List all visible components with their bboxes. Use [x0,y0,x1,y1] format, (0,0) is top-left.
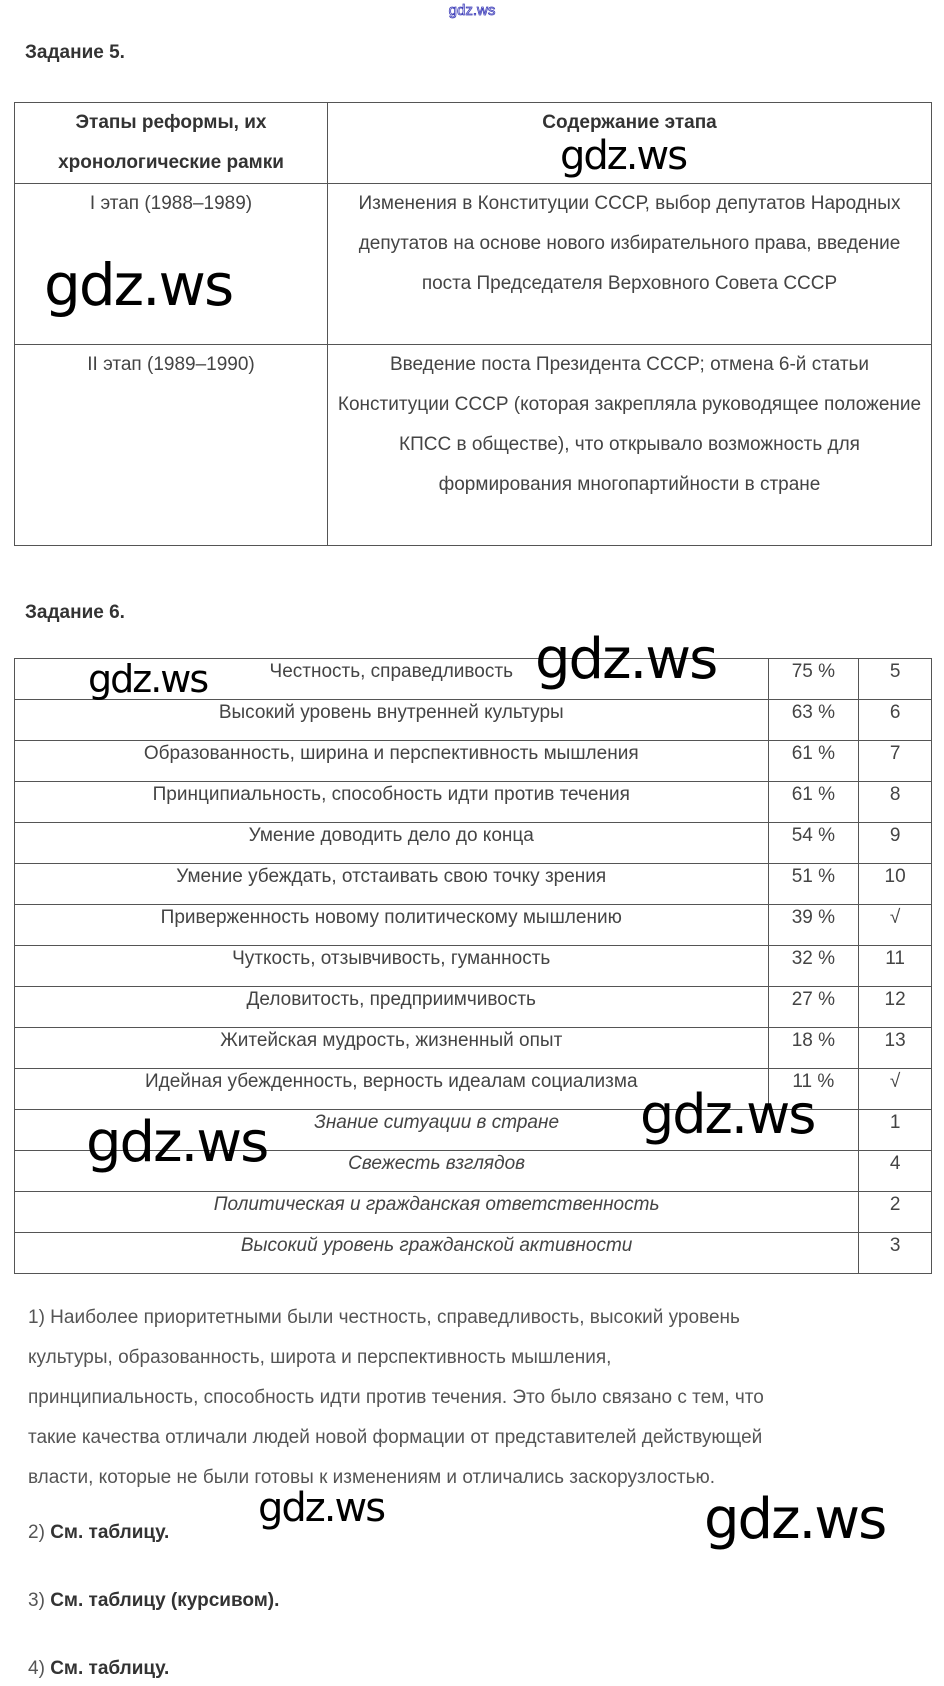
answer-number: 3) [28,1590,45,1611]
watermark: gdz.ws [704,1487,886,1552]
rank-cell: 6 [859,700,932,741]
task6-heading: Задание 6. [25,602,125,623]
rank-cell: 7 [859,741,932,782]
quality-cell: Высокий уровень внутренней культуры [15,700,769,741]
quality-cell: Умение убеждать, отстаивать свою точку зрения [15,864,769,905]
percent-cell: 54 % [768,823,859,864]
watermark: gdz.ws [560,133,687,179]
percent-cell: 27 % [768,987,859,1028]
answer-3 [28,1590,279,1612]
paragraph-line: такие качества отличали людей новой формации от представителей действующей [28,1427,763,1448]
watermark: gdz.ws [258,1485,385,1531]
percent-cell: 39 % [768,905,859,946]
percent-cell: 63 % [768,700,859,741]
quality-cell: Политическая и гражданская ответственность [15,1192,859,1233]
percent-cell: 11 % [768,1069,859,1110]
content-cell: Изменения в Конституции СССР, выбор депутатов Народных депутатов на основе нового избирательного права, введение поста Председателя Верховного Совета СССР [328,184,932,345]
table-row [15,905,932,946]
percent-cell: 61 % [768,741,859,782]
table-row-italic [15,1192,932,1233]
quality-cell: Умение доводить дело до конца [15,823,769,864]
answer-text: См. таблицу. [50,1658,170,1679]
rank-cell: 4 [859,1151,932,1192]
watermark: gdz.ws [88,657,208,701]
rank-cell: 8 [859,782,932,823]
table-row [15,864,932,905]
quality-cell: Приверженность новому политическому мышлению [15,905,769,946]
header-stages: Этапы реформы, их хронологические рамки [15,103,328,184]
paragraph-line: власти, которые не были готовы к изменениям и отличались заскорузлостью. [28,1467,716,1488]
table-row [15,946,932,987]
quality-cell: Чуткость, отзывчивость, гуманность [15,946,769,987]
rank-cell: 9 [859,823,932,864]
percent-cell: 61 % [768,782,859,823]
watermark: gdz.ws [535,627,717,692]
paragraph-line: принципиальность, способность идти против течения. Это было связано с тем, что [28,1387,764,1408]
rank-cell: 3 [859,1233,932,1274]
rank-cell: √ [859,905,932,946]
quality-cell: Честность, справедливость [15,659,769,700]
header-content: Содержание этапа [328,103,932,184]
answer-number: 4) [28,1658,45,1679]
rank-cell: 5 [859,659,932,700]
paragraph-line: 1) Наиболее приоритетными были честность, справедливость, высокий уровень [28,1307,740,1328]
stage-cell: I этап (1988–1989) [15,184,328,345]
rank-cell: 1 [859,1110,932,1151]
rank-cell: 11 [859,946,932,987]
stage-cell: II этап (1989–1990) [15,345,328,546]
table-row [15,345,932,546]
table-row [15,700,932,741]
answer-paragraph [28,1298,928,1498]
table-row [15,741,932,782]
table-header-row [15,103,932,184]
quality-cell: Образованность, ширина и перспективность мышления [15,741,769,782]
table-row [15,823,932,864]
quality-cell: Знание ситуации в стране [15,1110,859,1151]
table-row-italic [15,1233,932,1274]
content-cell: Введение поста Президента СССР; отмена 6-й статьи Конституции СССР (которая закрепляла руководящее положение КПСС в обществе), что открывало возможность для формирования многопартийности в стране [328,345,932,546]
table-row [15,782,932,823]
table-row [15,987,932,1028]
quality-cell: Принципиальность, способность идти против течения [15,782,769,823]
percent-cell: 18 % [768,1028,859,1069]
quality-cell: Житейская мудрость, жизненный опыт [15,1028,769,1069]
task5-table [14,102,932,546]
table-row [15,1028,932,1069]
percent-cell: 75 % [768,659,859,700]
watermark: gdz.ws [44,251,233,319]
quality-cell: Идейная убежденность, верность идеалам социализма [15,1069,769,1110]
rank-cell: 12 [859,987,932,1028]
rank-cell: 13 [859,1028,932,1069]
rank-cell: 10 [859,864,932,905]
task6-table [14,658,932,1274]
answer-text: См. таблицу. [50,1522,170,1543]
percent-cell: 51 % [768,864,859,905]
rank-cell: 2 [859,1192,932,1233]
answer-2 [28,1522,169,1544]
watermark: gdz.ws [640,1083,815,1146]
watermark: gdz.ws [86,1110,268,1175]
answer-text: См. таблицу (курсивом). [50,1590,280,1611]
quality-cell: Деловитость, предприимчивость [15,987,769,1028]
rank-cell: √ [859,1069,932,1110]
answer-4 [28,1658,169,1680]
percent-cell: 32 % [768,946,859,987]
quality-cell: Свежесть взглядов [15,1151,859,1192]
paragraph-line: культуры, образованность, широта и перспективность мышления, [28,1347,612,1368]
quality-cell: Высокий уровень гражданской активности [15,1233,859,1274]
task5-heading: Задание 5. [25,42,125,63]
answer-number: 2) [28,1522,45,1543]
site-watermark-top: gdz.ws [448,2,496,19]
